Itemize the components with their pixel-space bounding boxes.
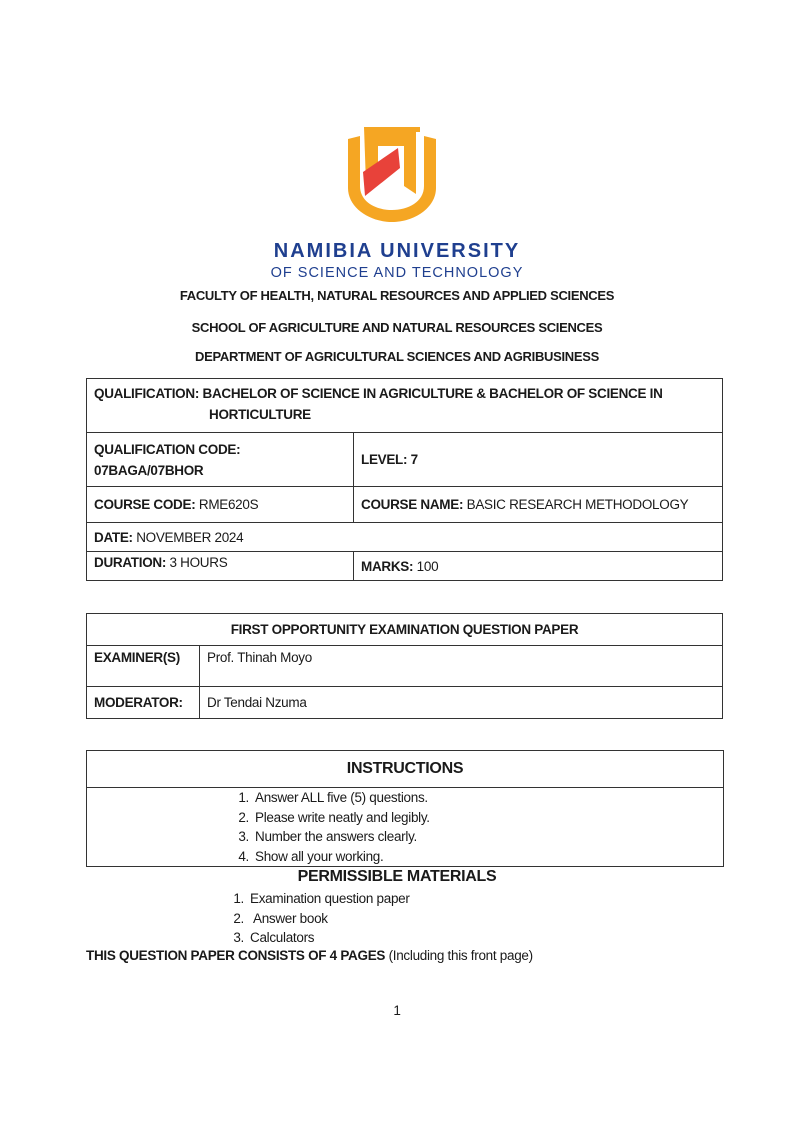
course-code-value: RME620S	[198, 497, 259, 512]
materials-list	[222, 889, 410, 948]
list-item: 3. Calculators	[233, 930, 315, 945]
list-item: 2. Please write neatly and legibly.	[238, 809, 430, 825]
qualification-code-label: QUALIFICATION CODE:	[94, 441, 241, 457]
qualification-label: QUALIFICATION:	[94, 386, 200, 401]
instructions-table	[86, 750, 724, 867]
list-item: 3. Number the answers clearly.	[238, 829, 417, 844]
examiner-value: Prof. Thinah Moyo	[200, 646, 723, 687]
list-item: 1. Examination question paper	[233, 891, 410, 906]
examiner-label: EXAMINER(S)	[87, 646, 200, 687]
course-name-label: COURSE NAME:	[361, 497, 464, 512]
course-name-value: BASIC RESEARCH METHODOLOGY	[466, 497, 689, 512]
qualification-value: BACHELOR OF SCIENCE IN AGRICULTURE & BACHELOR OF SCIENCE IN	[202, 386, 663, 401]
list-item: 2. Answer book	[233, 910, 328, 926]
page-count-note: THIS QUESTION PAPER CONSISTS OF 4 PAGES (Including this front page)	[86, 948, 533, 963]
qualification-value-cont: HORTICULTURE	[209, 407, 311, 422]
instructions-title: INSTRUCTIONS	[87, 751, 724, 788]
course-code-label: COURSE CODE:	[94, 497, 196, 512]
level-label: LEVEL:	[361, 452, 408, 467]
instructions-list	[227, 788, 716, 866]
qualification-code-value: 07BAGA/07BHOR	[94, 462, 204, 478]
university-subtitle: OF SCIENCE AND TECHNOLOGY	[270, 265, 524, 281]
page-number: 1	[393, 1003, 401, 1018]
course-info-table	[86, 378, 723, 581]
date-value: NOVEMBER 2024	[136, 529, 244, 545]
marks-value: 100	[416, 558, 439, 574]
duration-value: 3 HOURS	[169, 555, 228, 570]
university-name: NAMIBIA UNIVERSITY	[273, 240, 521, 262]
moderator-label: MODERATOR:	[87, 687, 200, 719]
marks-label: MARKS:	[361, 558, 414, 574]
level-value: 7	[410, 452, 418, 467]
school-heading: SCHOOL OF AGRICULTURE AND NATURAL RESOURCES SCIENCES	[191, 320, 603, 335]
materials-title: PERMISSIBLE MATERIALS	[297, 868, 497, 885]
duration-label: DURATION:	[94, 555, 167, 570]
moderator-value: Dr Tendai Nzuma	[200, 687, 723, 719]
list-item: 1. Answer ALL five (5) questions.	[238, 790, 428, 805]
date-label: DATE:	[94, 529, 133, 545]
exam-title: FIRST OPPORTUNITY EXAMINATION QUESTION PAPER	[87, 614, 723, 646]
list-item: 4. Show all your working.	[238, 848, 384, 864]
exam-info-table	[86, 613, 723, 719]
department-heading: DEPARTMENT OF AGRICULTURAL SCIENCES AND AGRIBUSINESS	[194, 349, 600, 364]
faculty-heading: FACULTY OF HEALTH, NATURAL RESOURCES AND APPLIED SCIENCES	[179, 288, 615, 303]
university-logo	[346, 124, 438, 224]
